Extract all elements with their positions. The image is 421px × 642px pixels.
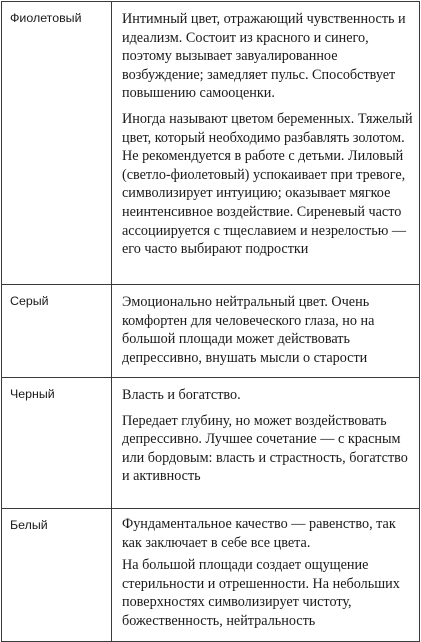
- description-paragraph: На большой площади создает ощущение стерильности и отрешенности. На небольших поверхностях символизирует чистоту, божественность, нейтральность: [122, 557, 400, 629]
- color-description-cell: [112, 509, 420, 642]
- color-meaning-table: [1, 1, 420, 642]
- color-name-cell: Белый: [2, 509, 112, 642]
- description-paragraph: Иногда называют цветом беременных. Тяжелый цвет, который необходимо разбавлять золотом. Не рекомендуется в работе с детьми. Лиловый (светло-фиолетовый) успокаивает при тревоге, символизирует интуицию; оказывает мягкое неинтенсивное воздействие. Сиреневый часто ассоциируется с тщеславием и незрелостью — его часто выбирают подростки: [122, 110, 413, 258]
- color-name-cell: Черный: [2, 378, 112, 509]
- color-description-cell: [112, 378, 420, 509]
- description-paragraph: Эмоционально нейтральный цвет. Очень комфортен для человеческого глаза, но на большой площади может действовать депрессивно, внушать мысли о старости: [122, 294, 375, 366]
- description-paragraph: Передает глубину, но может воздействовать депрессивно. Лучшее сочетание — с красным или бордовым: власть и страстность, богатство и активность: [122, 412, 408, 485]
- description-paragraph: Интимный цвет, отражающий чувственность и идеализм. Состоит из красного и синего, поэтому вызывает завуалированное возбуждение; замедляет пульс. Способствует повышению самооценки.: [122, 11, 406, 102]
- table-row-violet: [2, 2, 420, 285]
- table-row-gray: [2, 285, 420, 378]
- table-row-black: [2, 378, 420, 509]
- description-paragraph: Власть и богатство.: [122, 387, 241, 403]
- color-description-cell: [112, 2, 420, 285]
- color-description-cell: [112, 285, 420, 378]
- color-name-cell: Фиолетовый: [2, 2, 112, 285]
- table-row-white: [2, 509, 420, 642]
- description-paragraph: Фундаментальное качество — равенство, так как заключает в себе все цвета.: [122, 516, 396, 551]
- color-name-cell: Серый: [2, 285, 112, 378]
